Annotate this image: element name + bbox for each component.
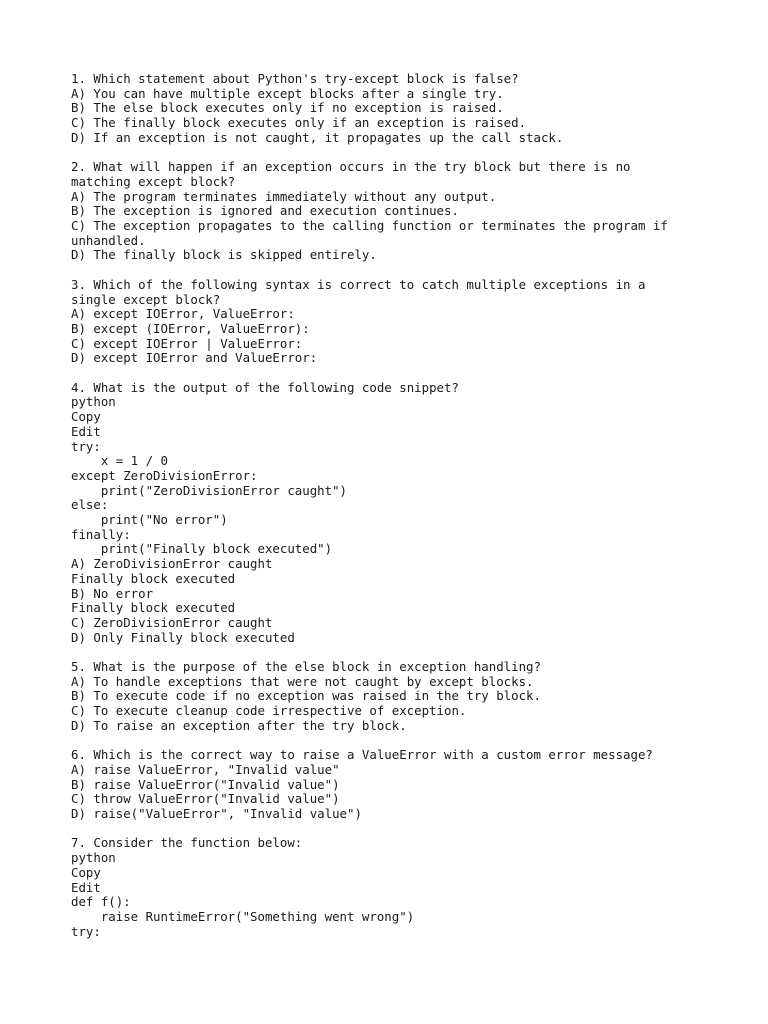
- question-6-option-c: C) throw ValueError("Invalid value"): [71, 791, 340, 807]
- edit-label: Edit: [71, 423, 101, 439]
- question-2-option-d: D) The finally block is skipped entirely.: [71, 247, 377, 263]
- question-4-option-c: C) ZeroDivisionError caught: [71, 614, 273, 630]
- question-5-option-d: D) To raise an exception after the try block.: [71, 717, 407, 733]
- code-line: print("Finally block executed"): [71, 541, 333, 557]
- code-line: finally:: [71, 526, 131, 542]
- question-1-option-c: C) The finally block executes only if an exception is raised.: [71, 115, 527, 131]
- edit-label: Edit: [71, 879, 101, 895]
- copy-label: Copy: [71, 409, 101, 425]
- question-6-option-a: A) raise ValueError, "Invalid value": [71, 761, 340, 777]
- code-line: raise RuntimeError("Something went wrong"): [71, 908, 415, 924]
- code-line: else:: [71, 497, 109, 513]
- question-3: [71, 278, 708, 366]
- question-1-option-b: B) The else block executes only if no exception is raised.: [71, 100, 504, 116]
- question-2-text: 2. What will happen if an exception occurs in the try block but there is no: [71, 159, 631, 175]
- question-2-text-cont: matching except block?: [71, 173, 236, 189]
- question-1: [71, 72, 708, 146]
- question-4: [71, 381, 708, 646]
- question-4-option-b: B) No error: [71, 585, 154, 601]
- code-line: x = 1 / 0: [71, 453, 168, 469]
- question-6-option-b: B) raise ValueError("Invalid value"): [71, 776, 340, 792]
- question-3-text-cont: single except block?: [71, 291, 221, 307]
- code-language-label: python: [71, 394, 116, 410]
- question-5-option-c: C) To execute cleanup code irrespective of exception.: [71, 703, 467, 719]
- code-line: print("No error"): [71, 512, 228, 528]
- question-5-text: 5. What is the purpose of the else block in exception handling?: [71, 659, 541, 675]
- question-3-option-c: C) except IOError | ValueError:: [71, 335, 303, 351]
- code-line: try:: [71, 923, 101, 939]
- question-4-option-b-cont: Finally block executed: [71, 600, 236, 616]
- question-5-option-a: A) To handle exceptions that were not caught by except blocks.: [71, 673, 534, 689]
- question-7: [71, 836, 708, 939]
- question-4-option-d: D) Only Finally block executed: [71, 629, 295, 645]
- question-7-text: 7. Consider the function below:: [71, 835, 303, 851]
- question-4-option-a: A) ZeroDivisionError caught: [71, 556, 273, 572]
- question-5-option-b: B) To execute code if no exception was raised in the try block.: [71, 688, 541, 704]
- question-1-option-d: D) If an exception is not caught, it propagates up the call stack.: [71, 129, 564, 145]
- question-2: [71, 160, 708, 263]
- question-5: [71, 660, 708, 734]
- question-6-text: 6. Which is the correct way to raise a ValueError with a custom error message?: [71, 747, 653, 763]
- code-language-label: python: [71, 850, 116, 866]
- question-3-text: 3. Which of the following syntax is correct to catch multiple exceptions in a: [71, 276, 646, 292]
- question-1-text: 1. Which statement about Python's try-except block is false?: [71, 71, 519, 86]
- code-line: except ZeroDivisionError:: [71, 467, 258, 483]
- question-3-option-d: D) except IOError and ValueError:: [71, 350, 318, 366]
- question-1-option-a: A) You can have multiple except blocks after a single try.: [71, 85, 504, 101]
- code-line: print("ZeroDivisionError caught"): [71, 482, 348, 498]
- code-line: def f():: [71, 894, 131, 910]
- question-2-option-b: B) The exception is ignored and execution continues.: [71, 203, 459, 219]
- question-2-option-c-cont: unhandled.: [71, 232, 146, 248]
- copy-label: Copy: [71, 864, 101, 880]
- question-6-option-d: D) raise("ValueError", "Invalid value"): [71, 806, 362, 822]
- question-6: [71, 748, 708, 822]
- question-2-option-a: A) The program terminates immediately without any output.: [71, 188, 497, 204]
- question-3-option-a: A) except IOError, ValueError:: [71, 306, 295, 322]
- question-2-option-c: C) The exception propagates to the calling function or terminates the program if: [71, 218, 668, 234]
- question-4-option-a-cont: Finally block executed: [71, 570, 236, 586]
- question-3-option-b: B) except (IOError, ValueError):: [71, 320, 310, 336]
- question-4-text: 4. What is the output of the following code snippet?: [71, 379, 459, 395]
- code-line: try:: [71, 438, 101, 454]
